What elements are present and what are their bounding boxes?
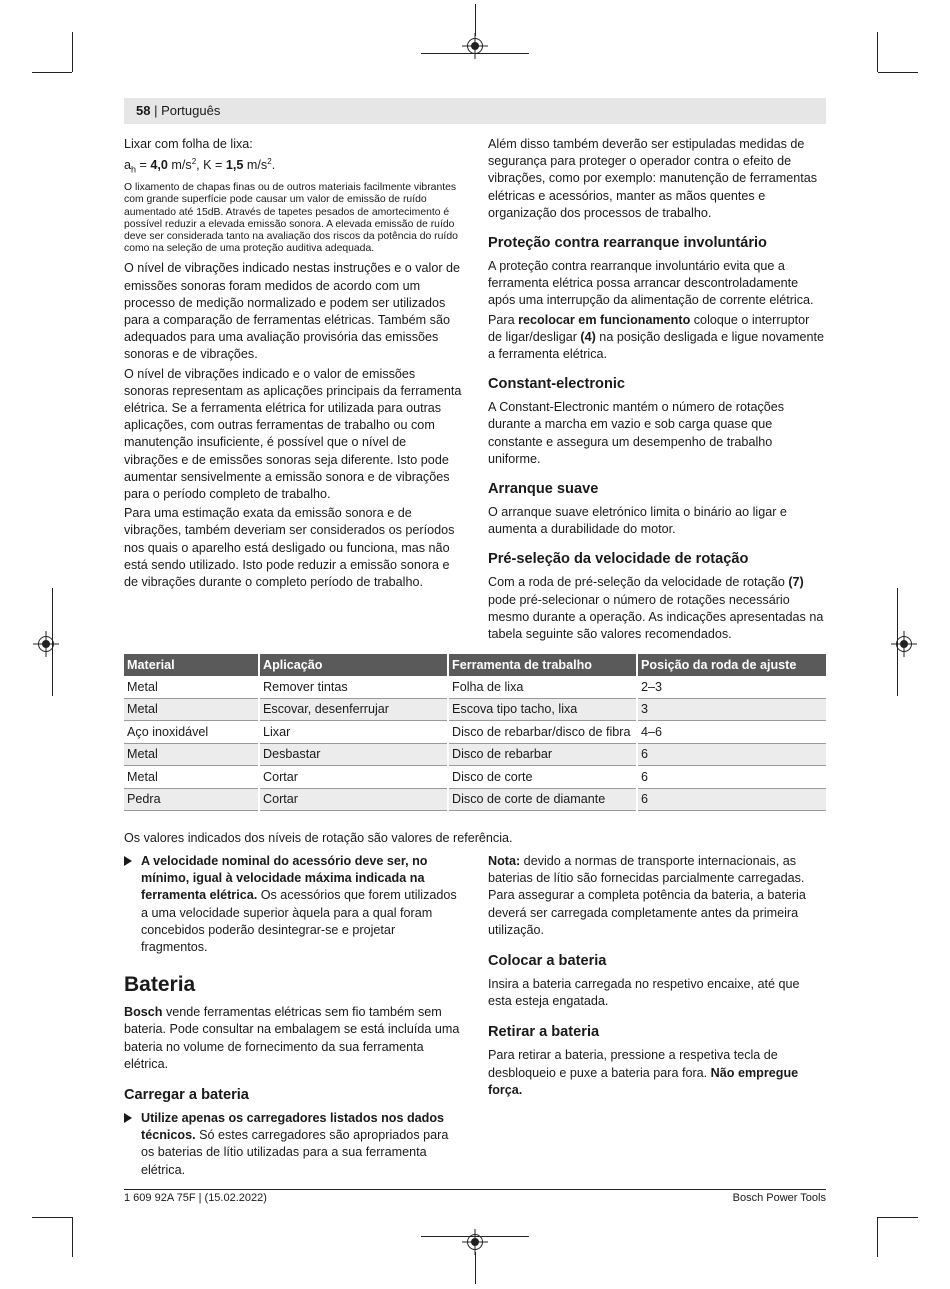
table-header: Ferramenta de trabalho xyxy=(448,654,637,676)
section-heading: Retirar a bateria xyxy=(488,1024,600,1041)
table-cell: 2–3 xyxy=(637,676,826,698)
table-row xyxy=(124,788,826,811)
vibration-values: $a_h = 4,0$ $m/s^2$, K = 1,5 $m/s^2$. xyxy=(124,157,276,175)
table-header: Aplicação xyxy=(259,654,448,676)
crop-mark xyxy=(878,72,918,73)
paragraph: Além disso também deverão ser estipuladas medidas de segurança para proteger o operador contra o efeito de vibrações, como por exemplo: manutenção de ferramentas elétricas e acessórios, manter as mãos quentes e organização dos processos de trabalho. xyxy=(488,137,818,220)
warning-bullet: Utilize apenas os carregadores listados nos dados técnicos. Só estes carregadores são apropriados para os baterias de lítio utilizadas para a sua ferramenta elétrica. xyxy=(124,1110,462,1179)
table-cell: 6 xyxy=(637,743,826,766)
crop-mark xyxy=(32,72,72,73)
paragraph: Com a roda de pré-seleção da velocidade de rotação (7) pode pré-selecionar o número de rotações necessário mesmo durante a operação. As indicações apresentadas na tabela seguinte são valores recomendados. xyxy=(488,575,824,642)
crop-mark xyxy=(878,1217,918,1218)
paragraph: Para uma estimação exata da emissão sonora e de vibrações, também deveriam ser considerados os períodos nos quais o aparelho está desligado ou funciona, mas não está sendo utilizado. Isto pode reduzir a emissão sonora e de vibrações durante o completo período de trabalho. xyxy=(124,506,455,589)
table-cell: Disco de rebarbar/disco de fibra xyxy=(448,721,637,744)
paragraph: Insira a bateria carregada no respetivo encaixe, até que esta esteja engatada. xyxy=(488,977,800,1009)
crop-mark xyxy=(877,1217,878,1257)
table-cell: Metal xyxy=(124,743,259,766)
table-note xyxy=(124,830,826,847)
paragraph: O nível de vibrações indicado nestas instruções e o valor de emissões sonoras foram medidos de acordo com um processo de medição normalizado e podem ser utilizados para a comparação de ferramentas elétricas. Também são adequados para uma avaliação provisória das emissões sonoras e de vibrações. xyxy=(124,261,461,362)
section-heading: Carregar a bateria xyxy=(124,1087,249,1104)
noise-note: O lixamento de chapas finas ou de outros materiais facilmente vibrantes com grande superfície pode causar um valor de emissão de ruído aumentado até 15dB. Através de tapetes pesados de amortecimento é possível reduzir a elevada emissão sonora. A elevada emissão de ruído deve ser considerada tanto na avaliação dos riscos da potência do ruído como na seleção de uma proteção auditiva adequada. xyxy=(124,182,458,255)
page-language: Português xyxy=(161,103,221,118)
speed-table xyxy=(124,654,826,811)
paragraph: A proteção contra rearranque involuntário evita que a ferramenta elétrica possa arrancar descontroladamente após uma interrupção da alimentação de corrente elétrica. xyxy=(488,259,814,308)
table-cell: Folha de lixa xyxy=(448,676,637,698)
section-heading: Pré-seleção da velocidade de rotação xyxy=(488,551,749,568)
table-cell: Disco de rebarbar xyxy=(448,743,637,766)
table-cell: Lixar xyxy=(259,721,448,744)
table-cell: Aço inoxidável xyxy=(124,721,259,744)
paragraph: Para recolocar em funcionamento coloque o interruptor de ligar/desligar (4) na posição desligada e ligue novamente a ferramenta elétrica. xyxy=(488,312,825,362)
paragraph: A Constant-Electronic mantém o número de rotações durante a marcha em vazio e sob carga quase que constante e assegura um desempenho de trabalho uniforme. xyxy=(488,400,785,466)
lower-right-column xyxy=(488,853,826,1099)
table-cell: Metal xyxy=(124,766,259,789)
table-cell: Disco de corte xyxy=(448,766,637,789)
table-cell: Metal xyxy=(124,698,259,721)
footer-doc-number: 1 609 92A 75F | (15.02.2022) xyxy=(124,1192,267,1204)
table-cell: Desbastar xyxy=(259,743,448,766)
table-cell: Cortar xyxy=(259,766,448,789)
table-header-row xyxy=(124,654,826,676)
table-cell: Metal xyxy=(124,676,259,698)
table-cell: Cortar xyxy=(259,788,448,811)
table-header: Posição da roda de ajuste xyxy=(637,654,826,676)
table-cell: 3 xyxy=(637,698,826,721)
registration-mark-icon xyxy=(896,636,912,652)
table-note-text: Os valores indicados dos níveis de rotação são valores de referência. xyxy=(124,831,513,845)
paragraph: Bosch vende ferramentas elétricas sem fio também sem bateria. Pode consultar na embalagem se está incluída uma bateria no volume de fornecimento da sua ferramenta elétrica. xyxy=(124,1005,460,1071)
crop-mark xyxy=(475,1252,476,1284)
table-row xyxy=(124,766,826,789)
bullet-triangle-icon xyxy=(124,1113,132,1123)
section-heading: Arranque suave xyxy=(488,481,599,498)
table-cell: Escova tipo tacho, lixa xyxy=(448,698,637,721)
registration-mark-icon xyxy=(38,636,54,652)
crop-mark xyxy=(475,4,476,36)
left-column xyxy=(124,136,462,591)
registration-mark-icon xyxy=(467,1234,483,1250)
section-heading: Constant-electronic xyxy=(488,376,626,393)
section-title: Bateria xyxy=(124,973,196,997)
right-column xyxy=(488,136,826,643)
paragraph: O nível de vibrações indicado e o valor de emissões sonoras representam as aplicações principais da ferramenta elétrica. Se a ferramenta elétrica for utilizada para outras aplicações, com outras ferramentas de trabalho ou com manutenção insuficiente, é possível que o nível de vibrações e de emissões sonoras seja diferente. Isto pode aumentar sensivelmente a emissão sonora e de vibrações para o período completo de trabalho. xyxy=(124,366,462,501)
table-row xyxy=(124,743,826,766)
table-row xyxy=(124,676,826,698)
lower-left-column xyxy=(124,853,462,1179)
section-heading: Proteção contra rearranque involuntário xyxy=(488,235,767,252)
table-cell: 6 xyxy=(637,766,826,789)
table-cell: 4–6 xyxy=(637,721,826,744)
crop-mark xyxy=(72,32,73,72)
page-number: 58 xyxy=(136,103,151,118)
paragraph: O arranque suave eletrónico limita o binário ao ligar e aumenta a durabilidade do motor. xyxy=(488,505,787,537)
table-row xyxy=(124,721,826,744)
page-header xyxy=(124,98,826,124)
table-cell: Escovar, desenferrujar xyxy=(259,698,448,721)
table-cell: Disco de corte de diamante xyxy=(448,788,637,811)
warning-bullet: A velocidade nominal do acessório deve ser, no mínimo, igual à velocidade máxima indicada na ferramenta elétrica. Os acessórios que forem utilizados a uma velocidade superior àquela para a qual foram concebidos poderão desintegrar-se e projetar fragmentos. xyxy=(124,853,462,956)
table-cell: Remover tintas xyxy=(259,676,448,698)
page-header-text: 58 | Português xyxy=(136,103,221,118)
crop-mark xyxy=(877,32,878,72)
crop-mark xyxy=(72,1217,73,1257)
paragraph: Para retirar a bateria, pressione a respetiva tecla de desbloqueio e puxe a bateria para fora. Não empregue força. xyxy=(488,1048,799,1097)
crop-mark xyxy=(32,1217,72,1218)
intro-label: Lixar com folha de lixa: xyxy=(124,137,253,151)
table-cell: Pedra xyxy=(124,788,259,811)
registration-mark-icon xyxy=(467,38,483,54)
footer-brand: Bosch Power Tools xyxy=(732,1192,826,1204)
paragraph: Nota: devido a normas de transporte internacionais, as baterias de lítio são fornecidas parcialmente carregadas. Para assegurar a completa potência da bateria, a bateria deverá ser carregada completamente antes da primeira utilização. xyxy=(488,854,806,937)
section-heading: Colocar a bateria xyxy=(488,953,607,970)
bullet-triangle-icon xyxy=(124,856,132,866)
table-row xyxy=(124,698,826,721)
table-cell: 6 xyxy=(637,788,826,811)
table-header: Material xyxy=(124,654,259,676)
footer-divider xyxy=(124,1189,826,1190)
